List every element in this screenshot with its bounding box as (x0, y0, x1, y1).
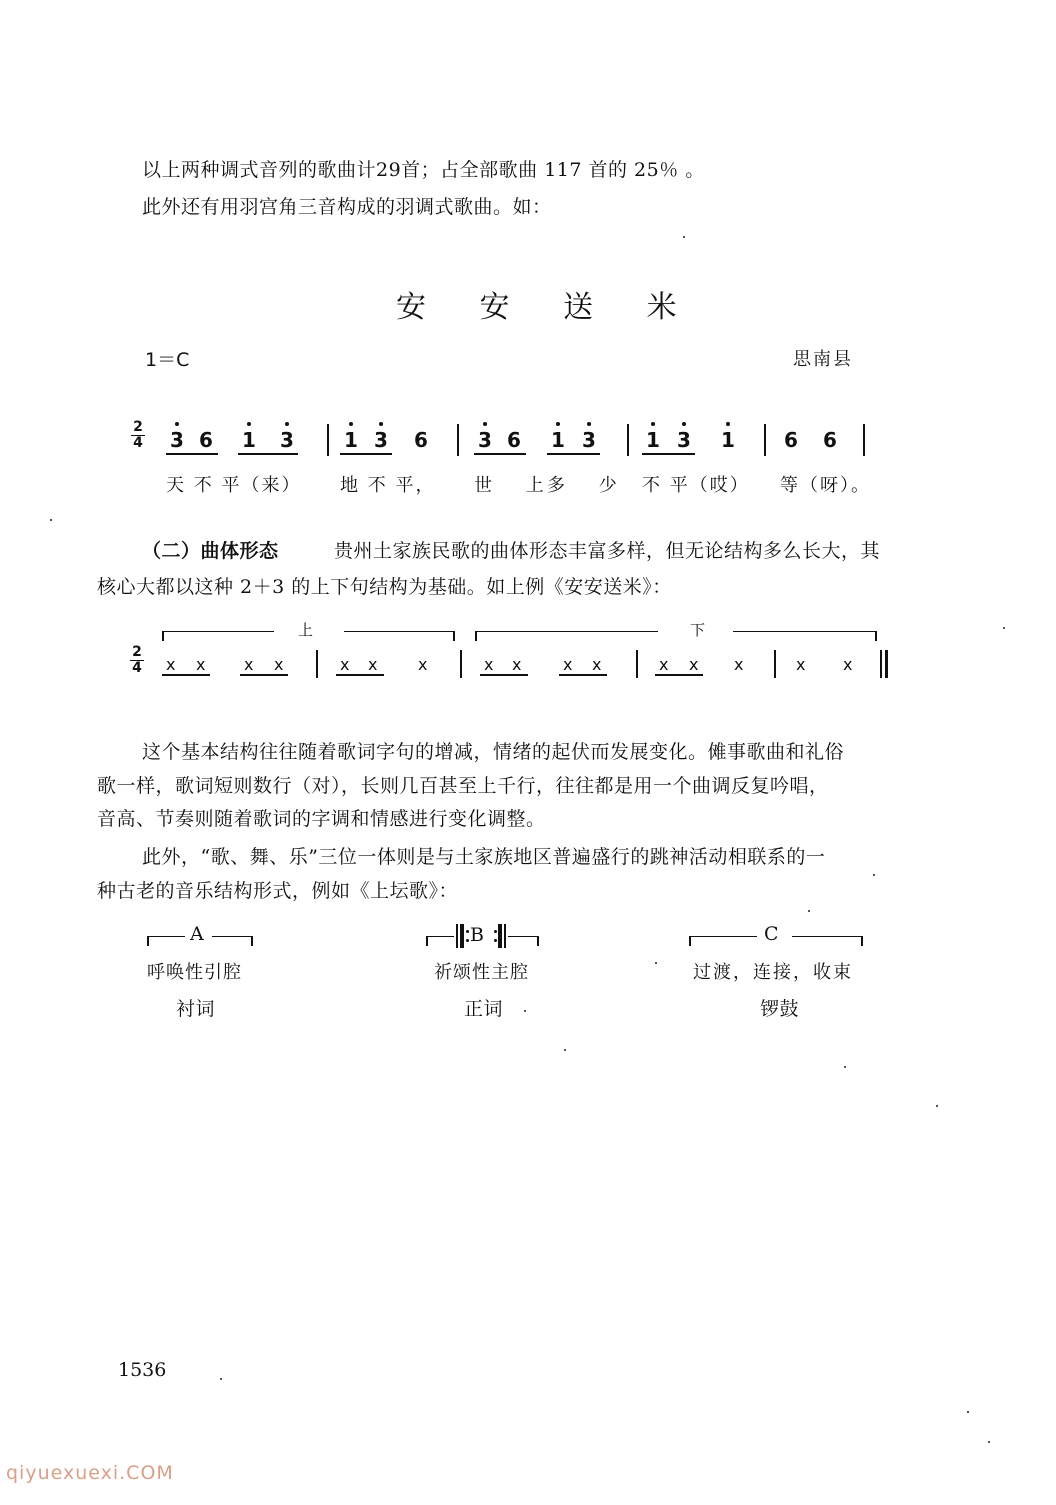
structure-time-signature: 2 4 (130, 646, 144, 675)
lyric-phrase: 地 不 平， (340, 475, 436, 496)
scan-speck (936, 1105, 938, 1107)
section-b-description: 祈颂性主腔 (434, 962, 529, 983)
section-a-bracket (147, 936, 185, 937)
rhythm-x: x (166, 655, 176, 674)
section-b-bracket (426, 936, 454, 937)
intro-paragraph-2: 此外还有用羽宫角三音构成的羽调式歌曲。如： (142, 196, 552, 218)
final-bar-line (885, 650, 888, 678)
rhythm-x: x (734, 655, 744, 674)
bracket-tick (537, 936, 539, 946)
bar-line (316, 650, 318, 678)
beam-underline (166, 453, 218, 455)
page-number: 1536 (118, 1359, 167, 1381)
bar-line (460, 650, 462, 678)
repeat-start-sign (456, 924, 458, 948)
beam-underline (238, 453, 298, 455)
section-c-sub: 锣鼓 (760, 998, 800, 1020)
octave-dot (726, 422, 730, 426)
beam-underline (474, 453, 526, 455)
rhythm-x: x (592, 655, 602, 674)
section-c-description: 过渡，连接，收束 (693, 962, 853, 983)
rhythm-x: x (484, 655, 494, 674)
bracket-tick (689, 936, 691, 946)
bracket-tick (861, 936, 863, 946)
scan-speck (524, 1010, 526, 1012)
section-b-label: B (470, 924, 484, 946)
beam-underline (340, 453, 392, 455)
beam-underline (162, 674, 210, 676)
lower-phrase-label: 下 (690, 621, 706, 639)
octave-dot (483, 422, 487, 426)
note: 6 (507, 428, 521, 452)
note: 1 (646, 428, 660, 452)
rhythm-x: x (418, 655, 428, 674)
section-heading: （二）曲体形态 (142, 540, 279, 562)
lyric-phrase: 等（呀）。 (780, 475, 871, 496)
scan-speck (873, 874, 875, 876)
scan-speck (683, 236, 685, 238)
section-b-bracket (508, 936, 538, 937)
lyric-phrase: 不 平（哎） (642, 475, 750, 496)
lyric-phrase: 世 上 (474, 475, 558, 496)
bracket-tick (147, 936, 149, 946)
rhythm-x: x (244, 655, 254, 674)
rhythm-x: x (196, 655, 206, 674)
scan-speck (988, 1441, 990, 1443)
repeat-dot (494, 930, 497, 933)
octave-dot (556, 422, 560, 426)
section-text-line-2: 核心大都以这种 2＋3 的上下句结构为基础。如上例《安安送米》： (97, 576, 672, 598)
repeat-end-sign (504, 924, 506, 948)
paragraph-4-line-3: 音高、节奏则随着歌词的字调和情感进行变化调整。 (97, 808, 546, 830)
upper-bracket-left (162, 631, 274, 632)
scan-speck (220, 1378, 222, 1380)
beam-underline (240, 674, 288, 676)
beam-underline (336, 674, 384, 676)
octave-dot (682, 422, 686, 426)
note: 6 (199, 428, 213, 452)
octave-dot (587, 422, 591, 426)
repeat-dot (466, 939, 469, 942)
bar-line (327, 424, 329, 456)
note: 1 (242, 428, 256, 452)
watermark: qiyuexuexi.COM (6, 1462, 174, 1484)
repeat-dot (466, 930, 469, 933)
lyric-phrase: 天 不 平（来） (166, 475, 302, 496)
bracket-tick (426, 936, 428, 946)
intro-paragraph-1: 以上两种调式音列的歌曲计29首；占全部歌曲 117 首的 25％ 。 (142, 159, 705, 181)
note: 1 (551, 428, 565, 452)
note: 3 (582, 428, 596, 452)
section-a-description: 呼唤性引腔 (147, 962, 242, 983)
bracket-tick (875, 631, 877, 641)
section-c-bracket (689, 936, 757, 937)
lower-bracket-left (475, 631, 658, 632)
paragraph-5-line-2: 种古老的音乐结构形式，例如《上坛歌》： (97, 880, 459, 902)
paragraph-5-line-1: 此外，“歌、舞、乐”三位一体则是与土家族地区普遍盛行的跳神活动相联系的一 (142, 846, 826, 868)
note: 3 (170, 428, 184, 452)
bracket-tick (453, 631, 455, 641)
section-c-label: C (764, 923, 779, 945)
rhythm-x: x (340, 655, 350, 674)
octave-dot (651, 422, 655, 426)
repeat-start-sign (460, 924, 464, 948)
song-title: 安 安 送 米 (396, 290, 699, 325)
rhythm-x: x (512, 655, 522, 674)
bar-line (774, 650, 776, 678)
note: 3 (677, 428, 691, 452)
upper-phrase-label: 上 (298, 621, 314, 639)
note: 6 (784, 428, 798, 452)
rhythm-x: x (689, 655, 699, 674)
octave-dot (247, 422, 251, 426)
rhythm-x: x (368, 655, 378, 674)
octave-dot (349, 422, 353, 426)
section-text-line-1: 贵州土家族民歌的曲体形态丰富多样，但无论结构多么长大，其 (334, 540, 881, 562)
lyric-phrase: 多 少 (547, 475, 631, 496)
scan-speck (50, 519, 52, 521)
beam-underline (642, 453, 695, 455)
octave-dot (175, 422, 179, 426)
note: 1 (344, 428, 358, 452)
note: 3 (280, 428, 294, 452)
lower-bracket-right (733, 631, 876, 632)
repeat-end-sign (498, 924, 502, 948)
paragraph-4-line-2: 歌一样，歌词短则数行（对），长则几百甚至上千行，往往都是用一个曲调反复吟唱， (97, 775, 829, 797)
section-c-bracket (792, 936, 862, 937)
note: 1 (721, 428, 735, 452)
rhythm-x: x (659, 655, 669, 674)
note: 6 (414, 428, 428, 452)
note: 6 (823, 428, 837, 452)
beam-underline (559, 674, 607, 676)
scan-speck (844, 1066, 846, 1068)
rhythm-x: x (796, 655, 806, 674)
octave-dot (379, 422, 383, 426)
rhythm-x: x (843, 655, 853, 674)
scan-speck (967, 1411, 969, 1413)
song-origin: 思南县 (793, 349, 853, 370)
upper-bracket-right (344, 631, 454, 632)
section-a-label: A (190, 923, 204, 945)
bracket-tick (475, 631, 477, 641)
beam-underline (480, 674, 528, 676)
section-a-sub: 衬词 (176, 998, 216, 1020)
note: 3 (478, 428, 492, 452)
song-key: 1＝C (145, 349, 190, 371)
repeat-dot (494, 939, 497, 942)
bar-line (636, 650, 638, 678)
section-a-bracket (212, 936, 252, 937)
song-time-signature: 2 4 (131, 421, 145, 450)
scan-speck (808, 910, 810, 912)
final-bar-line (880, 650, 882, 678)
beam-underline (655, 674, 703, 676)
bar-line (764, 424, 766, 456)
scan-speck (1003, 627, 1005, 629)
rhythm-x: x (274, 655, 284, 674)
note: 3 (374, 428, 388, 452)
bracket-tick (162, 631, 164, 641)
scan-speck (564, 1049, 566, 1051)
octave-dot (285, 422, 289, 426)
bar-line (627, 424, 629, 456)
paragraph-4-line-1: 这个基本结构往往随着歌词字句的增减，情绪的起伏而发展变化。傩事歌曲和礼俗 (142, 741, 845, 763)
section-b-sub: 正词 (464, 998, 504, 1020)
rhythm-x: x (563, 655, 573, 674)
scan-speck (655, 962, 657, 964)
beam-underline (547, 453, 600, 455)
bar-line (863, 424, 865, 456)
bar-line (457, 424, 459, 456)
bracket-tick (251, 936, 253, 946)
